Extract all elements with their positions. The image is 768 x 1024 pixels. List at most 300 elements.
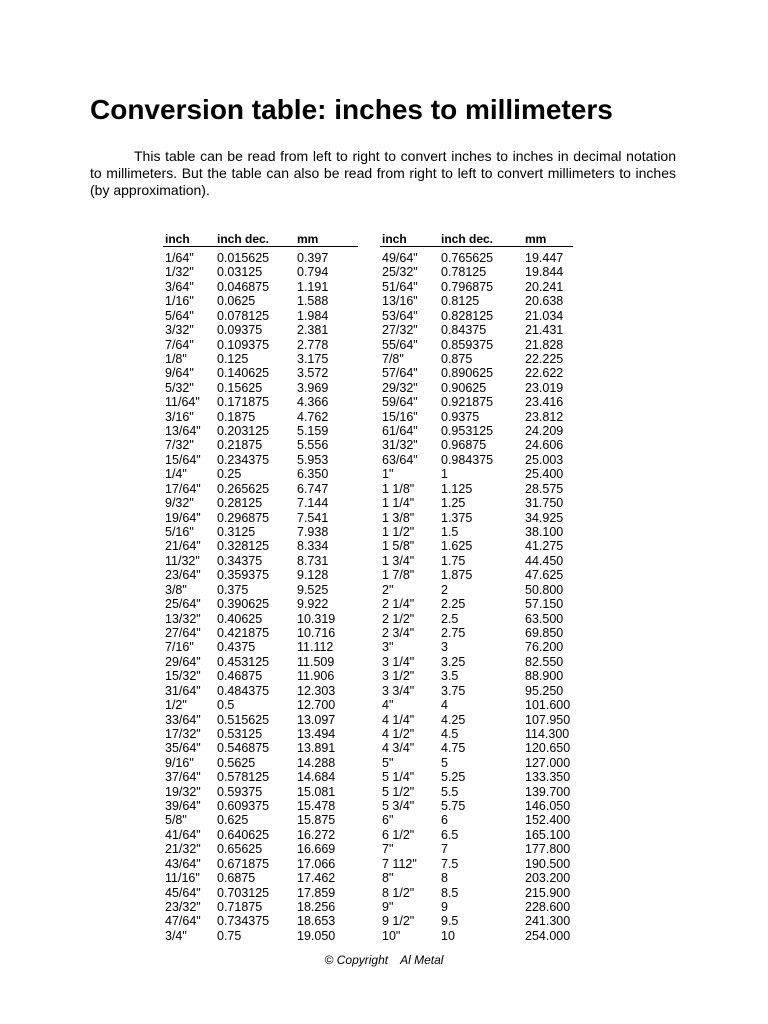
cell-inch: 59/64": [382, 395, 418, 410]
cell-inch: 31/64": [165, 683, 201, 698]
cell-inch: 1/64": [165, 251, 194, 265]
cell-inch: 29/32": [382, 380, 418, 395]
cell-mm: 44.450: [525, 553, 564, 568]
cell-inch-dec: 10: [441, 928, 455, 943]
cell-mm: 6.747: [297, 481, 329, 496]
cell-mm: 34.925: [525, 510, 564, 525]
cell-inch-dec: 8: [441, 871, 448, 886]
cell-inch-dec: 0.71875: [217, 899, 263, 914]
cell-inch: 1 1/2": [382, 525, 415, 540]
table-row: [380, 929, 573, 943]
table-row: [380, 713, 573, 727]
cell-mm: 177.800: [525, 842, 571, 857]
cell-mm: 9.525: [297, 582, 329, 597]
cell-mm: 0.397: [297, 251, 329, 265]
cell-inch: 9": [382, 899, 394, 914]
cell-inch: 5/64": [165, 308, 194, 323]
conversion-table-left: [163, 232, 358, 943]
table-row: [380, 395, 573, 409]
table-row: [163, 410, 358, 424]
cell-mm: 50.800: [525, 582, 564, 597]
table-row: [163, 597, 358, 611]
cell-mm: 7.541: [297, 510, 329, 525]
cell-mm: 25.003: [525, 452, 564, 467]
cell-mm: 21.034: [525, 308, 564, 323]
cell-inch: 1 1/4": [382, 496, 415, 511]
cell-mm: 18.256: [297, 899, 336, 914]
table-row: [380, 886, 573, 900]
cell-mm: 120.650: [525, 741, 571, 756]
cell-mm: 15.081: [297, 784, 336, 799]
cell-mm: 146.050: [525, 799, 571, 814]
cell-mm: 15.875: [297, 813, 336, 828]
cell-mm: 13.097: [297, 712, 336, 727]
cell-inch: 3/4": [165, 928, 187, 943]
cell-inch-dec: 0.171875: [217, 395, 270, 410]
cell-mm: 15.478: [297, 799, 336, 814]
cell-inch-dec: 4: [441, 698, 448, 713]
table-row: [380, 410, 573, 424]
cell-inch: 2 3/4": [382, 625, 415, 640]
cell-inch-dec: 0.734375: [217, 914, 270, 929]
cell-inch-dec: 9.5: [441, 914, 459, 929]
cell-inch: 57/64": [382, 366, 418, 381]
cell-mm: 17.859: [297, 885, 336, 900]
cell-inch: 5": [382, 755, 394, 770]
cell-inch: 3 1/4": [382, 654, 415, 669]
table-row: [380, 655, 573, 669]
header-inch: inch: [380, 232, 439, 247]
table-row: [380, 813, 573, 827]
cell-inch: 9 1/2": [382, 914, 415, 929]
table-row: [380, 770, 573, 784]
cell-inch: 1/32": [165, 265, 194, 280]
header-inch-dec: inch dec.: [439, 232, 523, 247]
cell-inch-dec: 0.765625: [441, 251, 494, 265]
cell-inch: 3/8": [165, 582, 187, 597]
table-row: [163, 280, 358, 294]
table-row: [163, 770, 358, 784]
cell-inch-dec: 0.140625: [217, 366, 270, 381]
intro-paragraph: This table can be read from left to right to convert inches to inches in decimal notation to millimeters. But the table can also be read from right to left to convert millimeters to inches (by approximation).: [90, 148, 676, 198]
table-row: [380, 381, 573, 395]
cell-inch: 5/16": [165, 525, 194, 540]
cell-inch-dec: 0.25: [217, 467, 242, 482]
cell-inch: 51/64": [382, 279, 418, 294]
cell-inch: 45/64": [165, 885, 201, 900]
cell-inch-dec: 0.15625: [217, 380, 263, 395]
table-row: [163, 294, 358, 308]
cell-inch-dec: 1.5: [441, 525, 459, 540]
cell-mm: 8.731: [297, 553, 329, 568]
cell-inch-dec: 3.5: [441, 669, 459, 684]
cell-inch: 4 3/4": [382, 741, 415, 756]
table-row: [380, 366, 573, 380]
cell-mm: 228.600: [525, 899, 571, 914]
cell-inch-dec: 4.25: [441, 712, 466, 727]
cell-inch-dec: 1.375: [441, 510, 473, 525]
cell-inch: 4 1/4": [382, 712, 415, 727]
cell-inch: 49/64": [382, 251, 418, 265]
cell-mm: 23.416: [525, 395, 564, 410]
cell-mm: 1.191: [297, 279, 329, 294]
cell-inch: 7/16": [165, 640, 194, 655]
cell-mm: 63.500: [525, 611, 564, 626]
table-row: [163, 496, 358, 510]
cell-inch-dec: 3: [441, 640, 448, 655]
cell-mm: 19.447: [525, 251, 564, 265]
table-row: [380, 741, 573, 755]
table-row: [163, 785, 358, 799]
cell-inch-dec: 1.25: [441, 496, 466, 511]
cell-inch-dec: 3.25: [441, 654, 466, 669]
cell-inch: 8": [382, 871, 394, 886]
cell-mm: 9.128: [297, 568, 329, 583]
cell-inch: 1 1/8": [382, 481, 415, 496]
cell-mm: 13.891: [297, 741, 336, 756]
cell-inch-dec: 4.75: [441, 741, 466, 756]
cell-inch-dec: 6.5: [441, 827, 459, 842]
cell-inch: 2": [382, 582, 394, 597]
cell-inch-dec: 0.5625: [217, 755, 256, 770]
cell-inch-dec: 0.59375: [217, 784, 263, 799]
cell-inch-dec: 0.890625: [441, 366, 494, 381]
cell-inch-dec: 1.125: [441, 481, 473, 496]
table-row: [380, 280, 573, 294]
table-row: [163, 713, 358, 727]
table-row: [163, 626, 358, 640]
cell-inch-dec: 0.328125: [217, 539, 270, 554]
cell-mm: 82.550: [525, 654, 564, 669]
cell-mm: 21.431: [525, 323, 564, 338]
table-row: [163, 467, 358, 481]
table-row: [163, 799, 358, 813]
cell-inch-dec: 0.359375: [217, 568, 270, 583]
cell-mm: 5.159: [297, 424, 329, 439]
table-row: [380, 597, 573, 611]
cell-mm: 47.625: [525, 568, 564, 583]
cell-mm: 28.575: [525, 481, 564, 496]
cell-mm: 203.200: [525, 871, 571, 886]
cell-inch-dec: 0.671875: [217, 856, 270, 871]
cell-mm: 3.969: [297, 380, 329, 395]
cell-mm: 133.350: [525, 770, 571, 785]
table-row: [163, 568, 358, 582]
table-row: [380, 265, 573, 279]
cell-inch-dec: 0.265625: [217, 481, 270, 496]
header-mm: mm: [295, 232, 358, 247]
cell-inch-dec: 4.5: [441, 726, 459, 741]
cell-mm: 12.303: [297, 683, 336, 698]
table-row: [380, 424, 573, 438]
cell-mm: 20.638: [525, 294, 564, 309]
cell-mm: 17.462: [297, 871, 336, 886]
table-row: [163, 395, 358, 409]
cell-inch: 3": [382, 640, 394, 655]
cell-inch: 2 1/2": [382, 611, 415, 626]
cell-inch: 25/64": [165, 597, 201, 612]
table-row: [163, 554, 358, 568]
table-row: [380, 871, 573, 885]
cell-mm: 76.200: [525, 640, 564, 655]
cell-inch-dec: 0.65625: [217, 842, 263, 857]
cell-inch-dec: 0.109375: [217, 337, 270, 352]
cell-inch: 1 7/8": [382, 568, 415, 583]
cell-inch: 7": [382, 842, 394, 857]
table-row: [163, 756, 358, 770]
table-row: [163, 698, 358, 712]
cell-inch: 15/64": [165, 452, 201, 467]
table-row: [380, 438, 573, 452]
cell-inch: 10": [382, 928, 401, 943]
cell-mm: 7.938: [297, 525, 329, 540]
cell-mm: 0.794: [297, 265, 329, 280]
table-row: [380, 684, 573, 698]
cell-inch: 5/8": [165, 813, 187, 828]
table-row: [163, 511, 358, 525]
cell-mm: 11.112: [297, 640, 334, 655]
cell-mm: 24.606: [525, 438, 564, 453]
table-row: [163, 857, 358, 871]
table-row: [380, 294, 573, 308]
cell-mm: 4.366: [297, 395, 329, 410]
cell-inch: 27/64": [165, 625, 201, 640]
cell-inch: 23/32": [165, 899, 201, 914]
cell-inch-dec: 0.703125: [217, 885, 270, 900]
cell-inch: 4": [382, 698, 394, 713]
table-row: [380, 539, 573, 553]
cell-mm: 11.509: [297, 654, 335, 669]
cell-inch-dec: 0.3125: [217, 525, 256, 540]
cell-inch-dec: 0.46875: [217, 669, 263, 684]
cell-inch-dec: 0.28125: [217, 496, 263, 511]
cell-inch: 61/64": [382, 424, 418, 439]
table-row: [163, 381, 358, 395]
table-row: [163, 583, 358, 597]
cell-mm: 38.100: [525, 525, 564, 540]
cell-inch: 8 1/2": [382, 885, 415, 900]
cell-inch-dec: 5.75: [441, 799, 466, 814]
cell-inch: 11/16": [165, 871, 200, 886]
cell-inch-dec: 0.75: [217, 928, 242, 943]
cell-inch-dec: 2: [441, 582, 448, 597]
cell-mm: 6.350: [297, 467, 329, 482]
cell-inch-dec: 0.625: [217, 813, 249, 828]
cell-mm: 14.684: [297, 770, 336, 785]
cell-inch: 2 1/4": [382, 597, 415, 612]
cell-mm: 107.950: [525, 712, 571, 727]
cell-inch: 41/64": [165, 827, 201, 842]
cell-inch: 37/64": [165, 770, 201, 785]
cell-mm: 3.175: [297, 351, 329, 366]
cell-inch: 25/32": [382, 265, 418, 280]
cell-mm: 3.572: [297, 366, 329, 381]
cell-mm: 22.622: [525, 366, 564, 381]
table-row: [380, 785, 573, 799]
table-header-row: [380, 232, 573, 247]
cell-inch: 39/64": [165, 799, 201, 814]
table-row: [380, 857, 573, 871]
cell-inch: 6 1/2": [382, 827, 415, 842]
cell-inch-dec: 0.4375: [217, 640, 256, 655]
cell-inch-dec: 0.90625: [441, 380, 487, 395]
cell-mm: 23.812: [525, 409, 564, 424]
cell-mm: 11.906: [297, 669, 335, 684]
cell-inch: 31/32": [382, 438, 418, 453]
cell-inch-dec: 0.640625: [217, 827, 270, 842]
conversion-table-right: [380, 232, 573, 943]
table-row: [163, 247, 358, 266]
cell-inch-dec: 0.453125: [217, 654, 270, 669]
table-row: [163, 539, 358, 553]
cell-inch-dec: 0.234375: [217, 452, 270, 467]
cell-mm: 18.653: [297, 914, 336, 929]
cell-mm: 7.144: [297, 496, 329, 511]
page-title: Conversion table: inches to millimeters: [90, 94, 613, 125]
table-row: [380, 554, 573, 568]
cell-inch-dec: 0.875: [441, 351, 473, 366]
table-row: [163, 352, 358, 366]
cell-mm: 9.922: [297, 597, 329, 612]
cell-mm: 13.494: [297, 726, 336, 741]
table-row: [380, 323, 573, 337]
table-row: [163, 453, 358, 467]
cell-inch-dec: 9: [441, 899, 448, 914]
cell-inch: 55/64": [382, 337, 418, 352]
cell-mm: 5.556: [297, 438, 329, 453]
cell-inch-dec: 0.796875: [441, 279, 494, 294]
cell-inch-dec: 0.40625: [217, 611, 263, 626]
cell-mm: 114.300: [525, 726, 570, 741]
cell-inch: 5/32": [165, 380, 194, 395]
cell-inch: 33/64": [165, 712, 201, 727]
cell-inch-dec: 0.984375: [441, 452, 494, 467]
cell-inch: 1/4": [165, 467, 187, 482]
cell-inch-dec: 0.6875: [217, 871, 256, 886]
cell-mm: 10.716: [297, 625, 336, 640]
cell-inch: 1/8": [165, 351, 187, 366]
cell-inch-dec: 0.21875: [217, 438, 263, 453]
cell-inch: 9/64": [165, 366, 194, 381]
header-inch-dec: inch dec.: [215, 232, 295, 247]
cell-inch-dec: 0.375: [217, 582, 249, 597]
table-body-left: [163, 247, 358, 944]
table-row: [163, 929, 358, 943]
cell-inch: 1 3/4": [382, 553, 415, 568]
cell-inch: 1 3/8": [382, 510, 415, 525]
copyright-owner: Al Metal: [400, 953, 444, 967]
cell-inch: 3 3/4": [382, 683, 415, 698]
cell-inch-dec: 0.421875: [217, 625, 270, 640]
cell-mm: 17.066: [297, 856, 336, 871]
cell-inch: 17/64": [165, 481, 201, 496]
cell-mm: 57.150: [525, 597, 564, 612]
cell-mm: 69.850: [525, 625, 564, 640]
table-body-right: [380, 247, 573, 944]
cell-inch-dec: 0.828125: [441, 308, 494, 323]
cell-mm: 215.900: [525, 885, 571, 900]
table-row: [163, 265, 358, 279]
cell-inch: 5 1/2": [382, 784, 415, 799]
cell-inch-dec: 0.578125: [217, 770, 270, 785]
cell-mm: 23.019: [525, 380, 564, 395]
cell-inch: 27/32": [382, 323, 418, 338]
cell-mm: 139.700: [525, 784, 571, 799]
cell-inch: 13/64": [165, 424, 201, 439]
table-row: [163, 886, 358, 900]
cell-inch-dec: 0.546875: [217, 741, 270, 756]
table-row: [163, 669, 358, 683]
cell-inch: 9/32": [165, 496, 194, 511]
cell-inch: 11/32": [165, 553, 200, 568]
table-row: [163, 323, 358, 337]
table-row: [380, 842, 573, 856]
cell-mm: 24.209: [525, 424, 564, 439]
table-row: [163, 338, 358, 352]
table-row: [380, 669, 573, 683]
cell-inch-dec: 7.5: [441, 856, 459, 871]
cell-inch: 43/64": [165, 856, 201, 871]
table-row: [163, 438, 358, 452]
cell-inch-dec: 0.78125: [441, 265, 487, 280]
cell-inch: 3/32": [165, 323, 194, 338]
table-row: [380, 583, 573, 597]
copyright-footer: [0, 953, 768, 967]
cell-mm: 22.225: [525, 351, 564, 366]
cell-inch-dec: 0.96875: [441, 438, 487, 453]
cell-inch: 3 1/2": [382, 669, 415, 684]
cell-inch-dec: 1.875: [441, 568, 473, 583]
table-row: [163, 914, 358, 928]
cell-inch: 1/16": [165, 294, 194, 309]
cell-inch: 3/16": [165, 409, 194, 424]
cell-mm: 95.250: [525, 683, 564, 698]
cell-inch-dec: 6: [441, 813, 448, 828]
cell-mm: 16.272: [297, 827, 336, 842]
cell-inch: 5 3/4": [382, 799, 415, 814]
cell-mm: 2.778: [297, 337, 329, 352]
cell-inch-dec: 0.921875: [441, 395, 494, 410]
table-row: [163, 741, 358, 755]
cell-inch: 21/64": [165, 539, 201, 554]
cell-inch: 9/16": [165, 755, 194, 770]
cell-inch-dec: 8.5: [441, 885, 459, 900]
cell-inch-dec: 0.953125: [441, 424, 494, 439]
cell-inch: 35/64": [165, 741, 201, 756]
cell-mm: 41.275: [525, 539, 564, 554]
cell-inch-dec: 0.078125: [217, 308, 270, 323]
cell-inch: 6": [382, 813, 394, 828]
table-row: [163, 813, 358, 827]
table-row: [380, 453, 573, 467]
cell-inch-dec: 1.75: [441, 553, 466, 568]
table-row: [380, 914, 573, 928]
cell-mm: 254.000: [525, 928, 571, 943]
cell-inch: 47/64": [165, 914, 201, 929]
table-row: [163, 655, 358, 669]
cell-inch: 7/8": [382, 351, 404, 366]
cell-mm: 165.100: [525, 827, 571, 842]
cell-inch: 21/32": [165, 842, 201, 857]
cell-inch-dec: 2.75: [441, 625, 466, 640]
cell-inch-dec: 1: [441, 467, 448, 482]
cell-inch-dec: 7: [441, 842, 448, 857]
table-row: [380, 496, 573, 510]
cell-inch: 53/64": [382, 308, 418, 323]
table-row: [380, 727, 573, 741]
cell-inch-dec: 0.1875: [217, 409, 256, 424]
cell-inch-dec: 0.84375: [441, 323, 487, 338]
